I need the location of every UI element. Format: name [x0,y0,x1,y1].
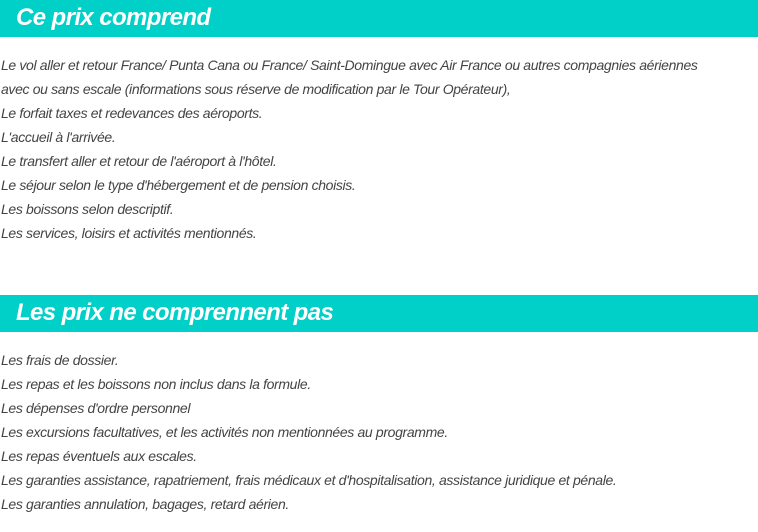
excluded-section-banner [0,295,758,332]
excluded-item: Les garanties annulation, bagages, retard aérien. [1,496,289,512]
excluded-item: Les frais de dossier. [1,352,119,368]
excluded-item: Les repas et les boissons non inclus dans la formule. [1,376,311,392]
included-item: Le forfait taxes et redevances des aéroports. [1,105,263,121]
excluded-item: Les dépenses d'ordre personnel [1,400,191,416]
included-items-list [0,53,698,245]
excluded-section-title: Les prix ne comprennent pas [16,299,334,326]
excluded-item: Les garanties assistance, rapatriement, frais médicaux et d'hospitalisation, assistance juridique et pénale. [1,472,617,488]
included-item: Les services, loisirs et activités mentionnés. [1,225,257,241]
excluded-items-list [0,348,616,516]
included-item: Les boissons selon descriptif. [1,201,174,217]
included-item: avec ou sans escale (informations sous réserve de modification par le Tour Opérateur), [1,81,511,97]
included-section-banner [0,0,758,37]
included-item: Le transfert aller et retour de l'aéroport à l'hôtel. [1,153,277,169]
excluded-item: Les repas éventuels aux escales. [1,448,197,464]
excluded-item: Les excursions facultatives, et les activités non mentionnées au programme. [1,424,448,440]
included-section-title: Ce prix comprend [16,4,211,31]
included-item: Le séjour selon le type d'hébergement et de pension choisis. [1,177,356,193]
included-item: Le vol aller et retour France/ Punta Cana ou France/ Saint-Domingue avec Air France ou autres compagnies aériennes [1,57,698,73]
included-item: L'accueil à l'arrivée. [1,129,116,145]
